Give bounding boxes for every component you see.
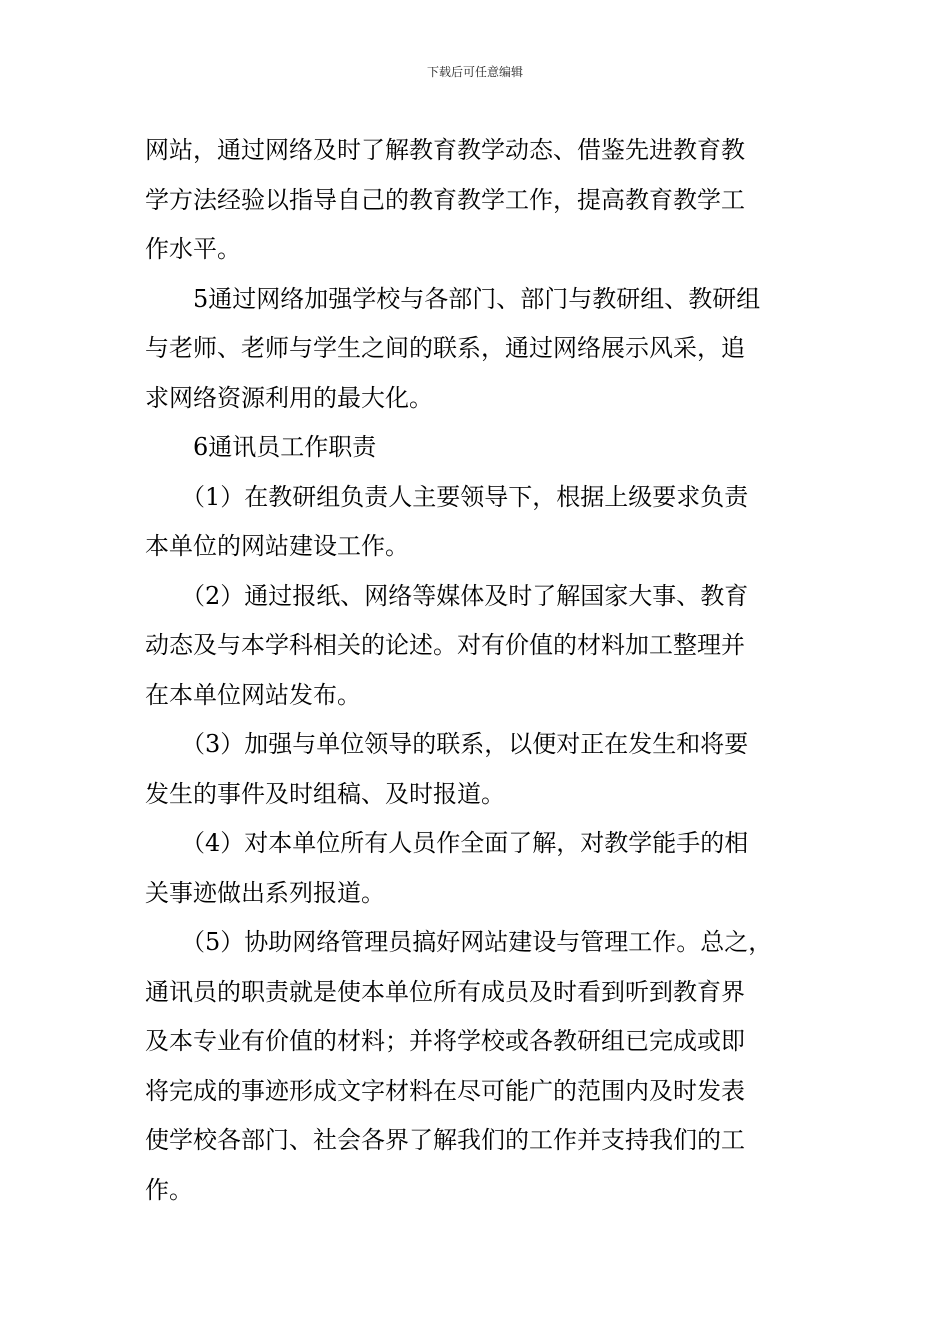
text-line: 通讯员的职责就是使本单位所有成员及时看到听到教育界 (145, 977, 745, 1006)
page-header: 下载后可任意编辑 (426, 65, 523, 79)
text-line: 本单位的网站建设工作。 (145, 532, 409, 560)
text-line: 动态及与本学科相关的论述。对有价值的材料加工整理并 (145, 631, 745, 659)
text-line: 求网络资源利用的最大化。 (145, 383, 433, 412)
text-line: （4）对本单位所有人员作全面了解，对教学能手的相 (145, 829, 749, 857)
text-line: 6通讯员工作职责 (145, 433, 377, 461)
text-line: 5通过网络加强学校与各部门、部门与教研组、教研组 (145, 284, 761, 313)
text-line: 将完成的事迹形成文字材料在尽可能广的范围内及时发表 (145, 1076, 745, 1105)
text-line: 发生的事件及时组稿、及时报道。 (145, 779, 505, 808)
text-line: 与老师、老师与学生之间的联系，通过网络展示风采，追 (145, 334, 745, 362)
text-line: 及本专业有价值的材料；并将学校或各教研组已完成或即 (145, 1027, 745, 1055)
text-line: 在本单位网站发布。 (145, 680, 361, 709)
text-line: （5）协助网络管理员搞好网站建设与管理工作。总之， (145, 928, 773, 956)
text-line: （1）在教研组负责人主要领导下，根据上级要求负责 (145, 482, 749, 511)
text-line: 作水平。 (145, 235, 241, 263)
document-body (145, 126, 815, 1215)
text-line: 学方法经验以指导自己的教育教学工作，提高教育教学工 (145, 185, 745, 214)
text-line: 网站，通过网络及时了解教育教学动态、借鉴先进教育教 (145, 136, 745, 164)
text-line: 使学校各部门、社会各界了解我们的工作并支持我们的工 (145, 1126, 745, 1154)
text-line: 关事迹做出系列报道。 (145, 878, 385, 907)
text-line: 作。 (145, 1175, 193, 1204)
text-line: （3）加强与单位领导的联系，以便对正在发生和将要 (145, 730, 749, 758)
text-line: （2）通过报纸、网络等媒体及时了解国家大事、教育 (145, 581, 749, 610)
